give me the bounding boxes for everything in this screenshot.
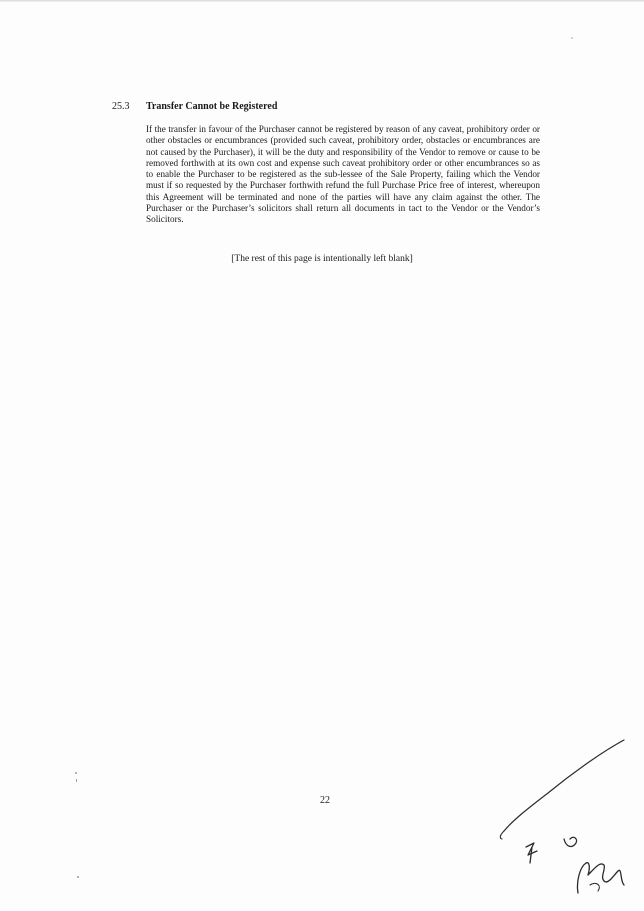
- scan-speck: [75, 772, 77, 774]
- clause-heading: Transfer Cannot be Registered: [146, 101, 278, 112]
- signature-long-stroke: [504, 740, 624, 831]
- page-top-edge: [0, 0, 644, 2]
- signature-initial-hook: [564, 837, 577, 846]
- scan-speck: [571, 37, 573, 39]
- signature-tail-stroke: [500, 831, 504, 839]
- signature-strokes: [490, 735, 640, 905]
- clause-number: 25.3: [112, 101, 130, 112]
- scan-speck: [77, 876, 79, 878]
- signature-initial-n: [526, 843, 537, 863]
- signature-scrawl-loop: [590, 883, 599, 891]
- blank-page-note: [The rest of this page is intentionally left blank]: [231, 254, 413, 264]
- signature-initials-scrawl: [577, 863, 624, 893]
- clause-body: If the transfer in favour of the Purchaser cannot be registered by reason of any caveat, prohibitory order or other obstacles or encumbrances (provided such caveat, prohibitory order, obstacles or encumbrances are not caused by the Purchaser), it will be the duty and responsibility of the Vendor to remove or cause to be removed forthwith at its own cost and expense such caveat prohibitory order or other encumbrances so as to enable the Purchaser to be registered as the sub-lessee of the Sale Property, failing which the Vendor must if so requested by the Purchaser forthwith refund the full Purchase Price free of interest, whereupon this Agreement will be terminated and none of the parties will have any claim against the other. The Purchaser or the Purchaser’s solicitors shall return all documents in tact to the Vendor or the Vendor’s Solicitors.: [146, 124, 540, 225]
- page-number: 22: [320, 795, 330, 806]
- signature-icon: [490, 735, 640, 910]
- scan-speck: [76, 779, 77, 782]
